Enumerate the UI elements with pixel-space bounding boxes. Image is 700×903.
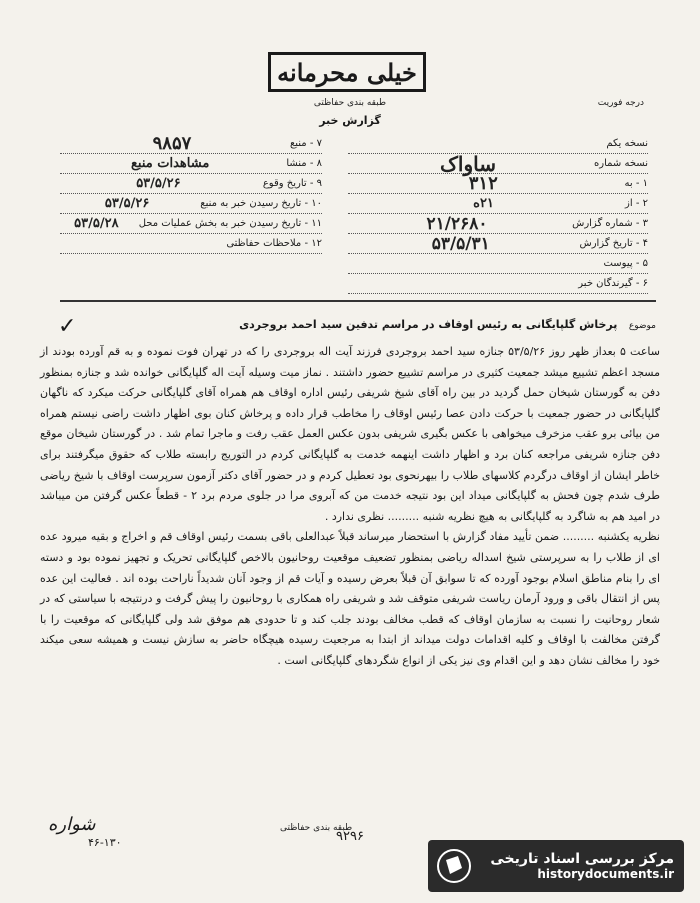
signature: شواره <box>48 814 96 835</box>
header-divider <box>60 300 656 302</box>
classification-stamp <box>268 52 426 92</box>
report-body <box>40 342 660 672</box>
form-row <box>348 214 648 234</box>
form-row <box>348 274 648 294</box>
report-title: گزارش خبر <box>319 114 381 127</box>
form-left <box>60 134 322 254</box>
form-value: ۵۳/۵/۲۸ <box>74 216 119 231</box>
form-label: ۹ - تاریخ وقوع <box>262 178 322 189</box>
subject-text: پرخاش گلپایگانی به رئیس اوقاف در مراسم تدفین سید احمد بروجردی <box>239 318 618 331</box>
form-value: ۹۸۵۷ <box>152 133 192 154</box>
form-label: ۱۰ - تاریخ رسیدن خبر به منبع <box>200 198 322 209</box>
form-row <box>348 234 648 254</box>
archive-logo-icon <box>436 848 472 884</box>
form-row <box>60 214 322 234</box>
form-value: مشاهدات منبع <box>131 156 210 171</box>
classification-stamp-text: خیلی محرمانه <box>277 57 417 87</box>
body-paragraph: نظریه یکشنبه ......... ضمن تأیید مفاد گزارش با استحضار میرساند قبلاً عبدالعلی باقی بسمت رئیس اوقاف قم و اخراج و بقیه میرود عده ای از طلاب را به سرپرستی شیخ اسداله ریاضی بمنظور تضعیف موقعیت روحانیون بالاخص گلپایگانی تحریک و تجهیز نموده بود و دسته ای را بنام مناطق اسلام بوجود آورده که تا سوابق آن قبلاً بعرض رسیده و آیات قم از وجود آنان شدیداً ناراحت بوده اند . فعالیت این عده پس از انتقال باقی و ورود آرمان ریاست شریفی متوقف شد و شریفی راه همکاری با روحانیون را پیش گرفت و درنتیجه با سیاستی که در شعار روحانیت را نسبت به سازمان اوقاف که قطب مخالف بودند جلب کند و تا حدودی هم موفق شد ولی گلپایگانی که موقعیت را با گرفتن مخالفت با اوقاف و کلیه اقدامات دولت میداند از ابتدا به مرجعیت رسیده هیچگاه حاضر به سازش نیست و همیشه سعی میکند خود را مخالف نشان دهد و این اقدام وی نیز یکی از انواع شگردهای گلپایگانی است . <box>40 530 660 667</box>
check-mark-icon: ✓ <box>58 314 77 339</box>
form-label: ۸ - منشا <box>286 158 322 169</box>
form-label: ۶ - گیرندگان خبر <box>578 278 648 289</box>
under-stamp-label: طبقه بندی حفاظتی <box>313 98 387 108</box>
form-label: ۷ - منبع <box>289 138 322 149</box>
form-value: ۲۱ه <box>473 196 494 211</box>
form-label: ۱ - به <box>624 178 648 189</box>
footer-classification: طبقه بندی حفاظتی <box>280 823 353 833</box>
subject-label: موضوع <box>628 321 656 331</box>
footer-doc-number: ۴۶-۱۳۰ <box>88 836 122 849</box>
form-value: ۵۳/۵/۲۶ <box>136 176 181 191</box>
body-paragraph: ساعت ۵ بعداز ظهر روز ۵۳/۵/۲۶ جنازه سید احمد بروجردی فرزند آیت اله بروجردی را که در تهران فوت نموده و به قم آورده بودند از مسجد اعظم تشییع میشد جمعیت کثیری در مراسم تشییع حضور داشتند . نماز میت وسیله آیت اله گلپایگانی خوانده شد و جنازه بمنظور دفن به گورستان شیخان حمل گردید در بین راه آقای شیخ شریفی رئیس اداره اوقاف هم همراه آقای گلپایگانی حرکت میکرد که ناگهان گلپایگانی در حضور جمعیت با حرکت دادن عصا رئیس اوقاف را مخاطب قرار داده و پرخاش کنان بوی اظهار داشت راضی نیستم همراه من بیائی برو عقب مزخرف میخواهی با عکس بگیری شریفی بدون عکس العمل عقب رفت و ماجرا تمام شد . در گورستان شیخان موقع دفن جنازه شریفی مراجعه کنان برد و اظهار داشت اینهمه خدمت به گلپایگانی کردم در التوریج رابسته طلاب که حقوق میگرفتند برای خاطر ایشان از اوقاف درگردم کلاسهای طلاب را بیهرنحوی بود تعطیل کردم و در حضور آقای دکتر آزمون سرپرست اوقاف با شیخ ریاضی طرف شدم چون فحش به گلپایگانی میداد این بود نتیجه خدمت من که آبروی مرا در جلوی مردم برد ۲ - قطعاً عکس گرفتن من میباشد در امید هم به شاگرد به گلپایگانی به هیچ نظریه شنبه ......... نظری ندارد . <box>40 345 660 523</box>
form-row <box>60 234 322 254</box>
form-label: ۱۱ - تاریخ رسیدن خبر به بخش عملیات محل <box>138 218 322 229</box>
form-label: ۴ - تاریخ گزارش <box>579 238 648 249</box>
form-label: ۳ - شماره گزارش <box>572 218 648 229</box>
form-label: نسخه یکم <box>606 138 648 149</box>
watermark-fa: مرکز بررسی اسناد تاریخی <box>490 851 674 867</box>
form-row <box>60 174 322 194</box>
subject-line <box>56 318 656 331</box>
form-row <box>348 174 648 194</box>
form-row <box>60 134 322 154</box>
form-label: ۱۲ - ملاحظات حفاظتی <box>226 238 322 249</box>
watermark-url: historydocuments.ir <box>537 867 674 881</box>
form-row <box>348 194 648 214</box>
form-value: ۳۱۲ <box>468 173 498 194</box>
form-label: نسخه شماره <box>594 158 648 169</box>
form-label: ۲ - از <box>625 198 648 209</box>
footer-stamp-number: ۹۲۹۶ <box>336 829 364 844</box>
form-value: ۲۱/۲۶۸۰ <box>426 213 488 234</box>
form-value: ۵۳/۵/۳۱ <box>431 233 490 254</box>
watermark-badge <box>428 840 684 892</box>
form-value: ۵۳/۵/۲۶ <box>104 196 150 211</box>
watermark-text <box>490 851 674 881</box>
form-row <box>348 254 648 274</box>
form-label: ۵ - پیوست <box>603 258 648 269</box>
urgency-label: درجه فوریت <box>597 98 644 108</box>
form-row <box>60 194 322 214</box>
form-value: ساواک <box>440 151 496 176</box>
form-right <box>348 134 648 294</box>
form-row <box>60 154 322 174</box>
form-row <box>348 151 648 176</box>
